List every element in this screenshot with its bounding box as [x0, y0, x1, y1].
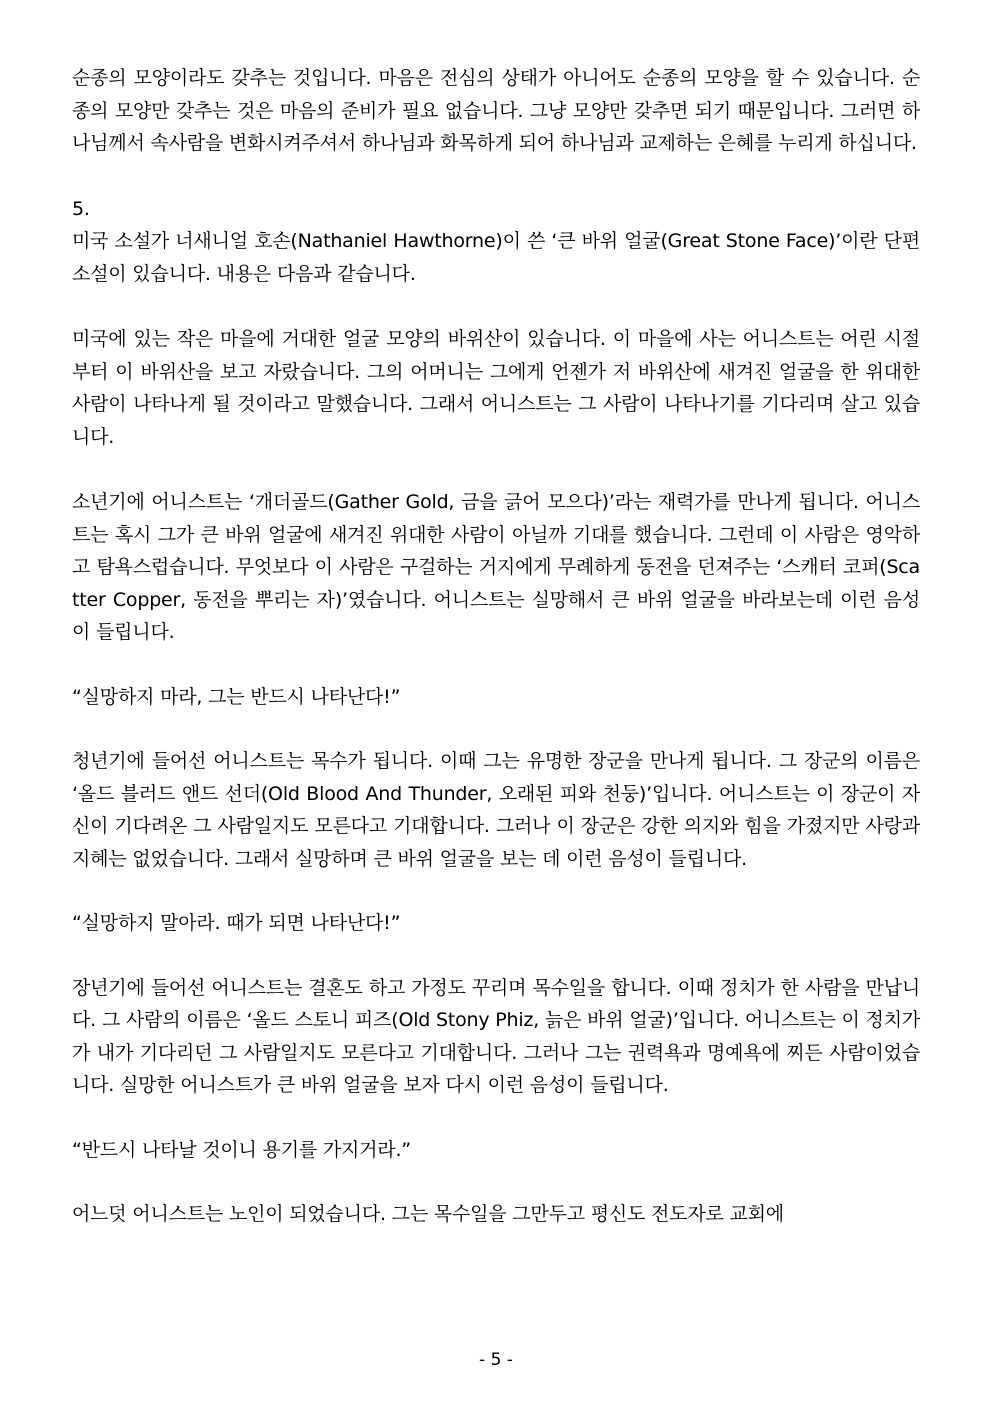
paragraph-obedience-form: 순종의 모양이라도 갖추는 것입니다. 마음은 전심의 상태가 아니어도 순종의 모양을 할 수 있습니다. 순종의 모양만 갖추는 것은 마음의 준비가 필요 없습니다. 그냥 모양만 갖추면 되기 때문입니다. 그러면 하나님께서 속사람을 변화시켜주셔서 하나님과 화목하게 되어 하나님과 교제하는 은혜를 누리게 하십니다.: [72, 67, 920, 154]
quote-first-voice: “실망하지 마라, 그는 반드시 나타난다!”: [72, 685, 401, 708]
paragraph-old-age: 어느덧 어니스트는 노인이 되었습니다. 그는 목수일을 그만두고 평신도 전도자로 교회에: [72, 1203, 784, 1225]
paragraph-spacer: [72, 649, 920, 681]
paragraph-spacer: [72, 713, 920, 745]
paragraph-youth: 청년기에 들어선 어니스트는 목수가 됩니다. 이때 그는 유명한 장군을 만나게 됩니다. 그 장군의 이름은 ‘올드 블러드 앤드 선더(Old Blood And Thunder, 오래된 피와 천둥)’입니다. 어니스트는 이 장군이 자신이 기다려온 그 사람일지도 모른다고 기대합니다. 그러나 이 장군은 강한 의지와 힘을 가졌지만 사랑과 지혜는 없었습니다. 그래서 실망하며 큰 바위 얼굴을 보는 데 이런 음성이 들립니다.: [72, 750, 920, 870]
paragraph-spacer: [72, 453, 920, 486]
paragraph-spacer: [72, 875, 920, 907]
paragraph-spacer: [72, 1166, 920, 1198]
paragraph-boyhood: 소년기에 어니스트는 ‘개더골드(Gather Gold, 금을 긁어 모으다)’라는 재력가를 만나게 됩니다. 어니스트는 혹시 그가 큰 바위 얼굴에 새겨진 위대한 사람이 아닐까 기대를 했습니다. 그런데 이 사람은 영악하고 탐욕스럽습니다. 무엇보다 이 사람은 구걸하는 거지에게 무례하게 동전을 던져주는 ‘스캐터 코퍼(Scatter Copper, 동전을 뿌리는 자)’였습니다. 어니스트는 실망해서 큰 바위 얼굴을 바라보는데 이런 음성이 들립니다.: [72, 491, 920, 643]
paragraph-story-intro: 미국 소설가 너새니얼 호손(Nathaniel Hawthorne)이 쓴 ‘큰 바위 얼굴(Great Stone Face)’이란 단편소설이 있습니다. 내용은 다음과 같습니다.: [72, 230, 920, 285]
page-number: - 5 -: [479, 1350, 513, 1370]
paragraph-spacer: [72, 290, 920, 323]
paragraph-spacer: [72, 940, 920, 972]
quote-second-voice: “실망하지 말아라. 때가 되면 나타난다!”: [72, 912, 401, 934]
paragraph-spacer: [72, 160, 920, 193]
paragraph-adulthood: 장년기에 들어선 어니스트는 결혼도 하고 가정도 꾸리며 목수일을 합니다. 이때 정치가 한 사람을 만납니다. 그 사람의 이름은 ‘올드 스토니 피즈(Old Stony Phiz, 늙은 바위 얼굴)’입니다. 어니스트는 이 정치가가 내가 기다리던 그 사람일지도 모른다고 기대합니다. 그러나 그는 권력욕과 명예욕에 찌든 사람이었습니다. 실망한 어니스트가 큰 바위 얼굴을 보자 다시 이런 음성이 들립니다.: [72, 976, 920, 1096]
section-number: 5.: [72, 197, 90, 220]
paragraph-village: 미국에 있는 작은 마을에 거대한 얼굴 모양의 바위산이 있습니다. 이 마을에 사는 어니스트는 어린 시절부터 이 바위산을 보고 자랐습니다. 그의 어머니는 그에게 언젠가 저 바위산에 새겨진 얼굴을 한 위대한 사람이 나타나게 될 것이라고 말했습니다. 그래서 어니스트는 그 사람이 나타나기를 기다리며 살고 있습니다.: [72, 328, 920, 448]
paragraph-spacer: [72, 1102, 920, 1134]
quote-third-voice: “반드시 나타날 것이니 용기를 가지거라.”: [72, 1138, 411, 1161]
document-body: [72, 62, 920, 1231]
